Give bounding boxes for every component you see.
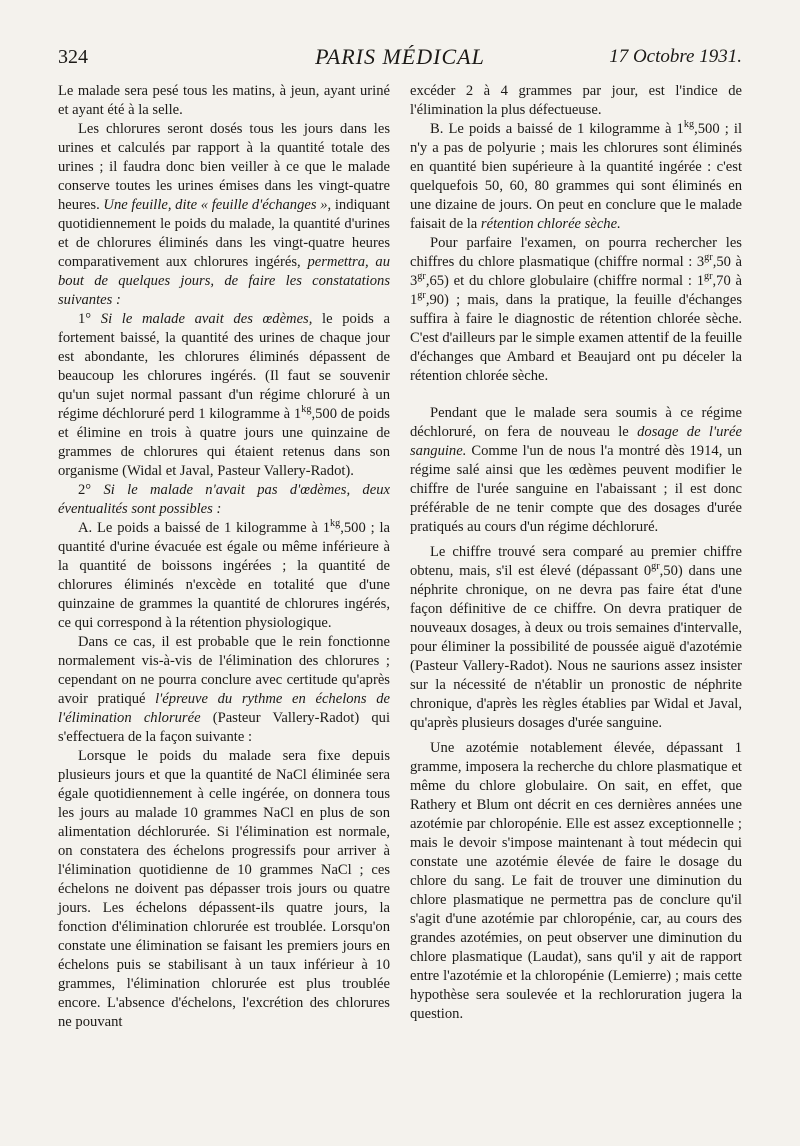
- paragraph: 2° Si le malade n'avait pas d'œdèmes, deux éventualités sont possibles :: [58, 482, 390, 517]
- paragraph: A. Le poids a baissé de 1 kilogramme à $1^{kg},500$ ; la quantité d'urine évacuée est égale ou même inférieure à la quantité de boissons ingérées ; la quantité de chlorures éliminés n'excède en totalité que d'une quinzaine de grammes la quantité de chlorures ingérés, ce qui correspond à la rétention physiologique.: [58, 518, 390, 631]
- paragraph: Pour parfaire l'examen, on pourra rechercher les chiffres du chlore plasmatique (chiffre normal : $3^{gr},50$ à $3^{gr},65$) et du chlore globulaire (chiffre normal : $1^{gr},70$ à $1^{gr},90$) ; mais, dans la pratique, la feuille d'échanges suffira à faire le diagnostic de rétention chlorée sèche. C'est d'ailleurs par le simple examen attentif de la feuille d'échanges que Ambard et Beaujard ont pu déceler la rétention chlorée sèche.: [410, 235, 743, 384]
- page-number: 324: [58, 46, 88, 68]
- journal-title: PARIS MÉDICAL: [315, 44, 485, 69]
- right-column: [410, 82, 742, 1024]
- paragraph: Le malade sera pesé tous les matins, à jeun, ayant uriné et ayant été à la selle.: [58, 83, 390, 118]
- paragraph: Le chiffre trouvé sera comparé au premier chiffre obtenu, mais, s'il est élevé (dépassant $0^{gr},50$) dans une néphrite chronique, on ne devra pas faire état d'une façon définitive de ce chiffre. On devra pratiquer de nouveaux dosages, à deux ou trois semaines d'intervalle, pour éliminer la possibilité de poussée aiguë d'azotémie (Pasteur Vallery-Radot). Nous ne saurions assez insister sur la nécessité de n'établir un pronostic de néphrite chronique, d'après les règles établies par Widal et Javal, qu'après plusieurs dosages d'urée sanguine.: [410, 544, 742, 731]
- paragraph: Dans ce cas, il est probable que le rein fonctionne normalement vis-à-vis de l'élimination des chlorures ; cependant on ne pourra conclure avec certitude qu'après avoir pratiqué l'épreuve du rythme en échelons de l'élimination chlorurée (Pasteur Vallery-Radot) qui s'effectuera de la façon suivante :: [58, 634, 390, 745]
- paragraph: Les chlorures seront dosés tous les jours dans les urines et calculés par rapport à la quantité totale des urines ; il faudra donc bien veiller à ce que le malade conserve toutes les urines émises dans les vingt-quatre heures. Une feuille, dite « feuille d'échanges », indiquant quotidiennement le poids du malade, la quantité d'urines et de chlorures éliminés dans les vingt-quatre heures comparativement aux chlorures ingérés, permettra, au bout de quelques jours, de faire les constatations suivantes :: [58, 121, 390, 308]
- running-header: [58, 44, 742, 76]
- paragraph: excéder 2 à 4 grammes par jour, est l'indice de l'élimination la plus défectueuse.: [410, 83, 742, 118]
- paragraph: B. Le poids a baissé de 1 kilogramme à $1^{kg},500$ ; il n'y a pas de polyurie ; mais les chlorures sont éliminés en quantité bien supérieure à la quantité ingérée : c'est quelquefois 50, 60, 80 grammes qui sont éliminés en une dizaine de jours. On peut en conclure que le malade faisait de la rétention chlorée sèche.: [410, 119, 742, 232]
- paragraph: 1° Si le malade avait des œdèmes, le poids a fortement baissé, la quantité des urines de chaque jour est abondante, les chlorures éliminés dépassent de beaucoup les chlorures ingérés. (Il faut se souvenir qu'un sujet normal passant d'un régime chloruré à un régime déchloruré perd 1 kilogramme à $1^{kg},500$ de poids et élimine en trois à quatre jours une quinzaine de grammes de chlorures qui étaient retenus dans son organisme (Widal et Javal, Pasteur Vallery-Radot).: [58, 311, 390, 479]
- left-column: [58, 82, 390, 1032]
- issue-date: 17 Octobre 1931.: [609, 46, 742, 67]
- paragraph: Une azotémie notablement élevée, dépassant 1 gramme, imposera la recherche du chlore plasmatique et même du chlore globulaire. On sait, en effet, que Rathery et Blum ont décrit en ces dernières années une azotémie par chloropénie. Elle est assez exceptionnelle ; mais le devoir s'impose maintenant à tout médecin qui constate une azotémie élevée de faire le dosage du chlore du sang. Le fait de trouver une diminution du chlore plasmatique ne permettra pas de conclure qu'il s'agit d'une azotémie par chloropénie, car, au cours des grandes azotémies, on peut observer une diminution du chlore plasmatique (Laudat), sans qu'il y ait de rapport entre l'azotémie et la chloropénie (Lemierre) ; mais cette hypothèse sera soulevée et la rechloruration jugera la question.: [410, 740, 742, 1022]
- paragraph: Lorsque le poids du malade sera fixe depuis plusieurs jours et que la quantité de NaCl éliminée sera égale quotidiennement à celle ingérée, on donnera tous les jours au malade 10 grammes NaCl en plus de son alimentation déchlorurée. Si l'élimination est normale, on constatera des échelons progressifs pour arriver à l'élimination quotidienne de 10 grammes NaCl ; ces échelons ne doivent pas dépasser trois jours ou quatre jours. Les échelons dépassent-ils quatre jours, la fonction d'élimination chlorurée est troublée. Lorsqu'on constate une élimination se faisant les premiers jours en échelons puis se stabilisant à un taux inférieur à 10 grammes, l'élimination chlorurée est plus troublée encore. L'absence d'échelons, l'excrétion des chlorures ne pouvant: [58, 748, 390, 1030]
- paragraph: Pendant que le malade sera soumis à ce régime déchloruré, on fera de nouveau le dosage de l'urée sanguine. Comme l'un de nous l'a montré dès 1914, un régime salé ainsi que les œdèmes peuvent modifier le chiffre de l'urée sanguine en l'abaissant ; il est donc préférable de ne tenir compte que des dosages d'urée pratiqués au cours d'un régime déchloruré.: [410, 405, 742, 535]
